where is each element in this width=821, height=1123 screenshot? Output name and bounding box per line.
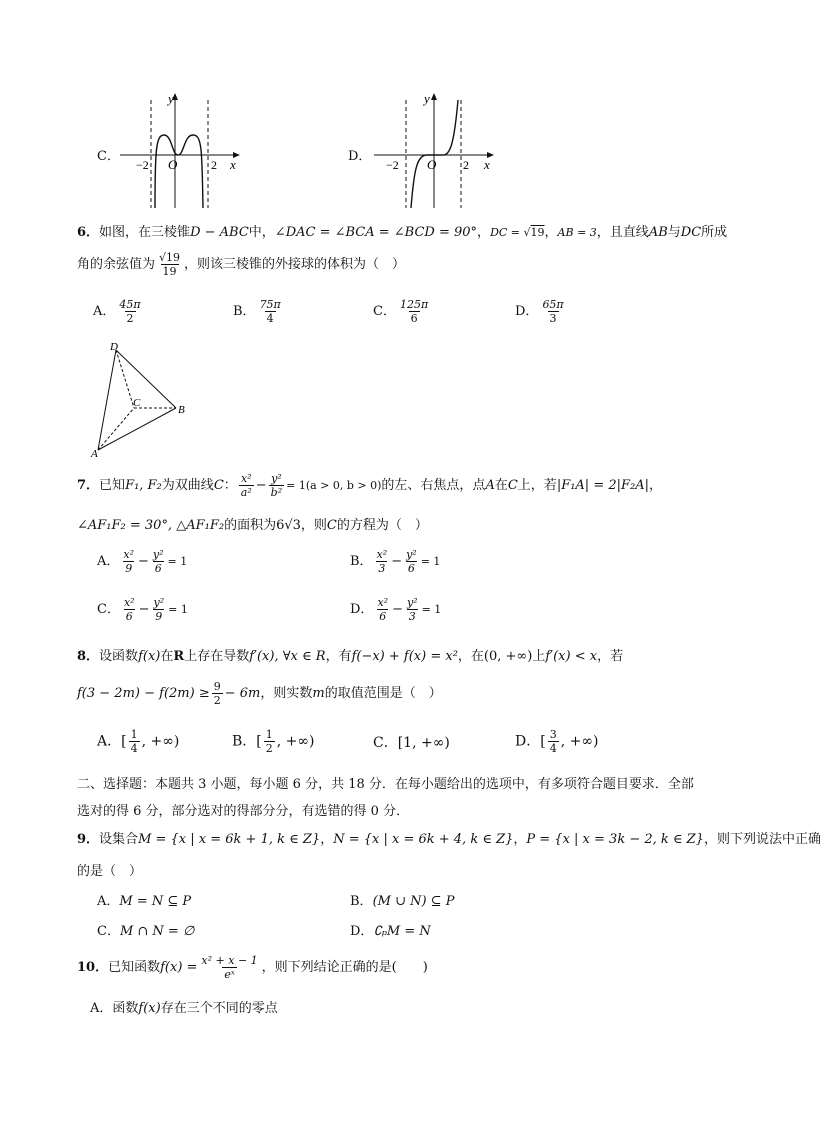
graph-c-label: C． xyxy=(97,149,120,164)
q7-line1: 7．已知F₁, F₂为双曲线C： $\frac{\text{x²}}{\text{a²}}$ − $\frac{\text{y²}}{\text{b²}}$ = 1(a > 0, b > 0)的左、右焦点，点A在C上，若|F₁A| = 2|F₂A|， xyxy=(77,472,663,499)
graph-c-figure xyxy=(118,90,243,210)
graph-d-neg2: −2 xyxy=(386,158,399,172)
q9-option-d[interactable]: D．∁ₚM = N xyxy=(350,924,431,939)
q9-line2: 的是（ ） xyxy=(77,864,143,879)
graph-c-neg2: −2 xyxy=(136,158,149,172)
q10-number: 10． xyxy=(77,960,109,975)
q9-option-c[interactable]: C．M ∩ N = ∅ xyxy=(97,924,195,939)
q6-option-a[interactable]: A． $\frac{45\pi}{2}$ xyxy=(93,298,141,325)
q7-option-b[interactable]: B． $\frac{\text{x²}}{3}$ − $\frac{\text{y²}}{6}$ = 1 xyxy=(350,548,441,575)
q6-option-d[interactable]: D． $\frac{65\pi}{3}$ xyxy=(515,298,564,325)
q8-line2: f(3 − 2m) − f(2m) ≥ $\frac{9}{2}$ − 6m，则实数m的取值范围是（ ） xyxy=(77,680,442,707)
graph-d-origin: O xyxy=(427,157,437,172)
graph-c-y-label: y xyxy=(168,91,174,106)
q8-option-a[interactable]: A．[ $\frac{1}{4}$ , +∞) xyxy=(97,728,180,755)
q6-option-b[interactable]: B． $\frac{75\pi}{4}$ xyxy=(233,298,281,325)
graph-d-figure xyxy=(372,90,497,210)
q10-line1: 10．已知函数f(x) = $\frac{\text{x² + x − 1}}{\text{eˣ}}$ ，则下列结论正确的是( ) xyxy=(77,954,428,981)
q8-option-c[interactable]: C．[1, +∞) xyxy=(373,735,450,751)
q6-number: 6． xyxy=(77,225,100,240)
q6-vertex-d: D xyxy=(110,341,118,353)
q10-option-a[interactable]: A．函数f(x)存在三个不同的零点 xyxy=(90,1001,278,1016)
q7-number: 7． xyxy=(77,478,100,493)
q8-option-d[interactable]: D．[ $\frac{3}{4}$ , +∞) xyxy=(515,728,599,755)
q7-option-c[interactable]: C． $\frac{\text{x²}}{6}$ − $\frac{\text{y²}}{9}$ = 1 xyxy=(97,596,188,623)
graph-c-x-label: x xyxy=(230,157,236,172)
graph-c-origin: O xyxy=(168,157,178,172)
graph-d-pos2: 2 xyxy=(463,158,469,172)
section2-line1: 二、选择题：本题共 3 小题，每小题 6 分，共 18 分．在每小题给出的选项中，有多项符合题目要求．全部 xyxy=(77,777,694,792)
q6-vertex-b: B xyxy=(178,404,185,416)
graph-d-y-label: y xyxy=(424,91,430,106)
q6-option-c[interactable]: C． $\frac{125\pi}{6}$ xyxy=(373,298,429,325)
q6-tetrahedron-figure xyxy=(90,340,195,460)
q8-line1: 8．设函数f(x)在R上存在导数f′(x), ∀x ∈ R，有f(−x) + f(x) = x²，在(0, +∞)上f′(x) < x，若 xyxy=(77,649,624,664)
q6-line1: 6．如图，在三棱锥D − ABC中，∠DAC = ∠BCA = ∠BCD = 90°，DC = √19，AB = 3，且直线AB与DC所成 xyxy=(77,225,728,240)
graph-c-pos2: 2 xyxy=(211,158,217,172)
q7-option-a[interactable]: A． $\frac{\text{x²}}{9}$ − $\frac{\text{y²}}{6}$ = 1 xyxy=(97,548,188,575)
q9-option-b[interactable]: B．(M ∪ N) ⊆ P xyxy=(350,894,455,909)
q6-line2: 角的余弦值为 $\frac{√19}{19}$ ，则该三棱锥的外接球的体积为（ ） xyxy=(77,251,406,278)
q9-option-a[interactable]: A．M = N ⊆ P xyxy=(97,894,192,909)
q9-line1: 9．设集合M = {x | x = 6k + 1, k ∈ Z}，N = {x | x = 6k + 4, k ∈ Z}，P = {x | x = 3k − 2, k ∈ Z}，则下列说法中正确 xyxy=(77,832,821,847)
q6-cos-fraction: $\frac{√19}{19}$ xyxy=(159,251,181,278)
q9-number: 9． xyxy=(77,832,100,847)
q8-option-b[interactable]: B．[ $\frac{1}{2}$ , +∞) xyxy=(232,728,315,755)
q6-vertex-c: C xyxy=(133,397,141,409)
section2-line2: 选对的得 6 分，部分选对的得部分分，有选错的得 0 分． xyxy=(77,804,410,819)
q8-number: 8． xyxy=(77,649,100,664)
q7-line2: ∠AF₁F₂ = 30°, △AF₁F₂的面积为6√3，则C的方程为（ ） xyxy=(77,518,428,533)
graph-d-label: D． xyxy=(348,149,372,164)
graph-d-x-label: x xyxy=(484,157,490,172)
q6-vertex-a: A xyxy=(91,448,98,460)
q7-option-d[interactable]: D． $\frac{\text{x²}}{6}$ − $\frac{\text{y²}}{3}$ = 1 xyxy=(350,596,442,623)
